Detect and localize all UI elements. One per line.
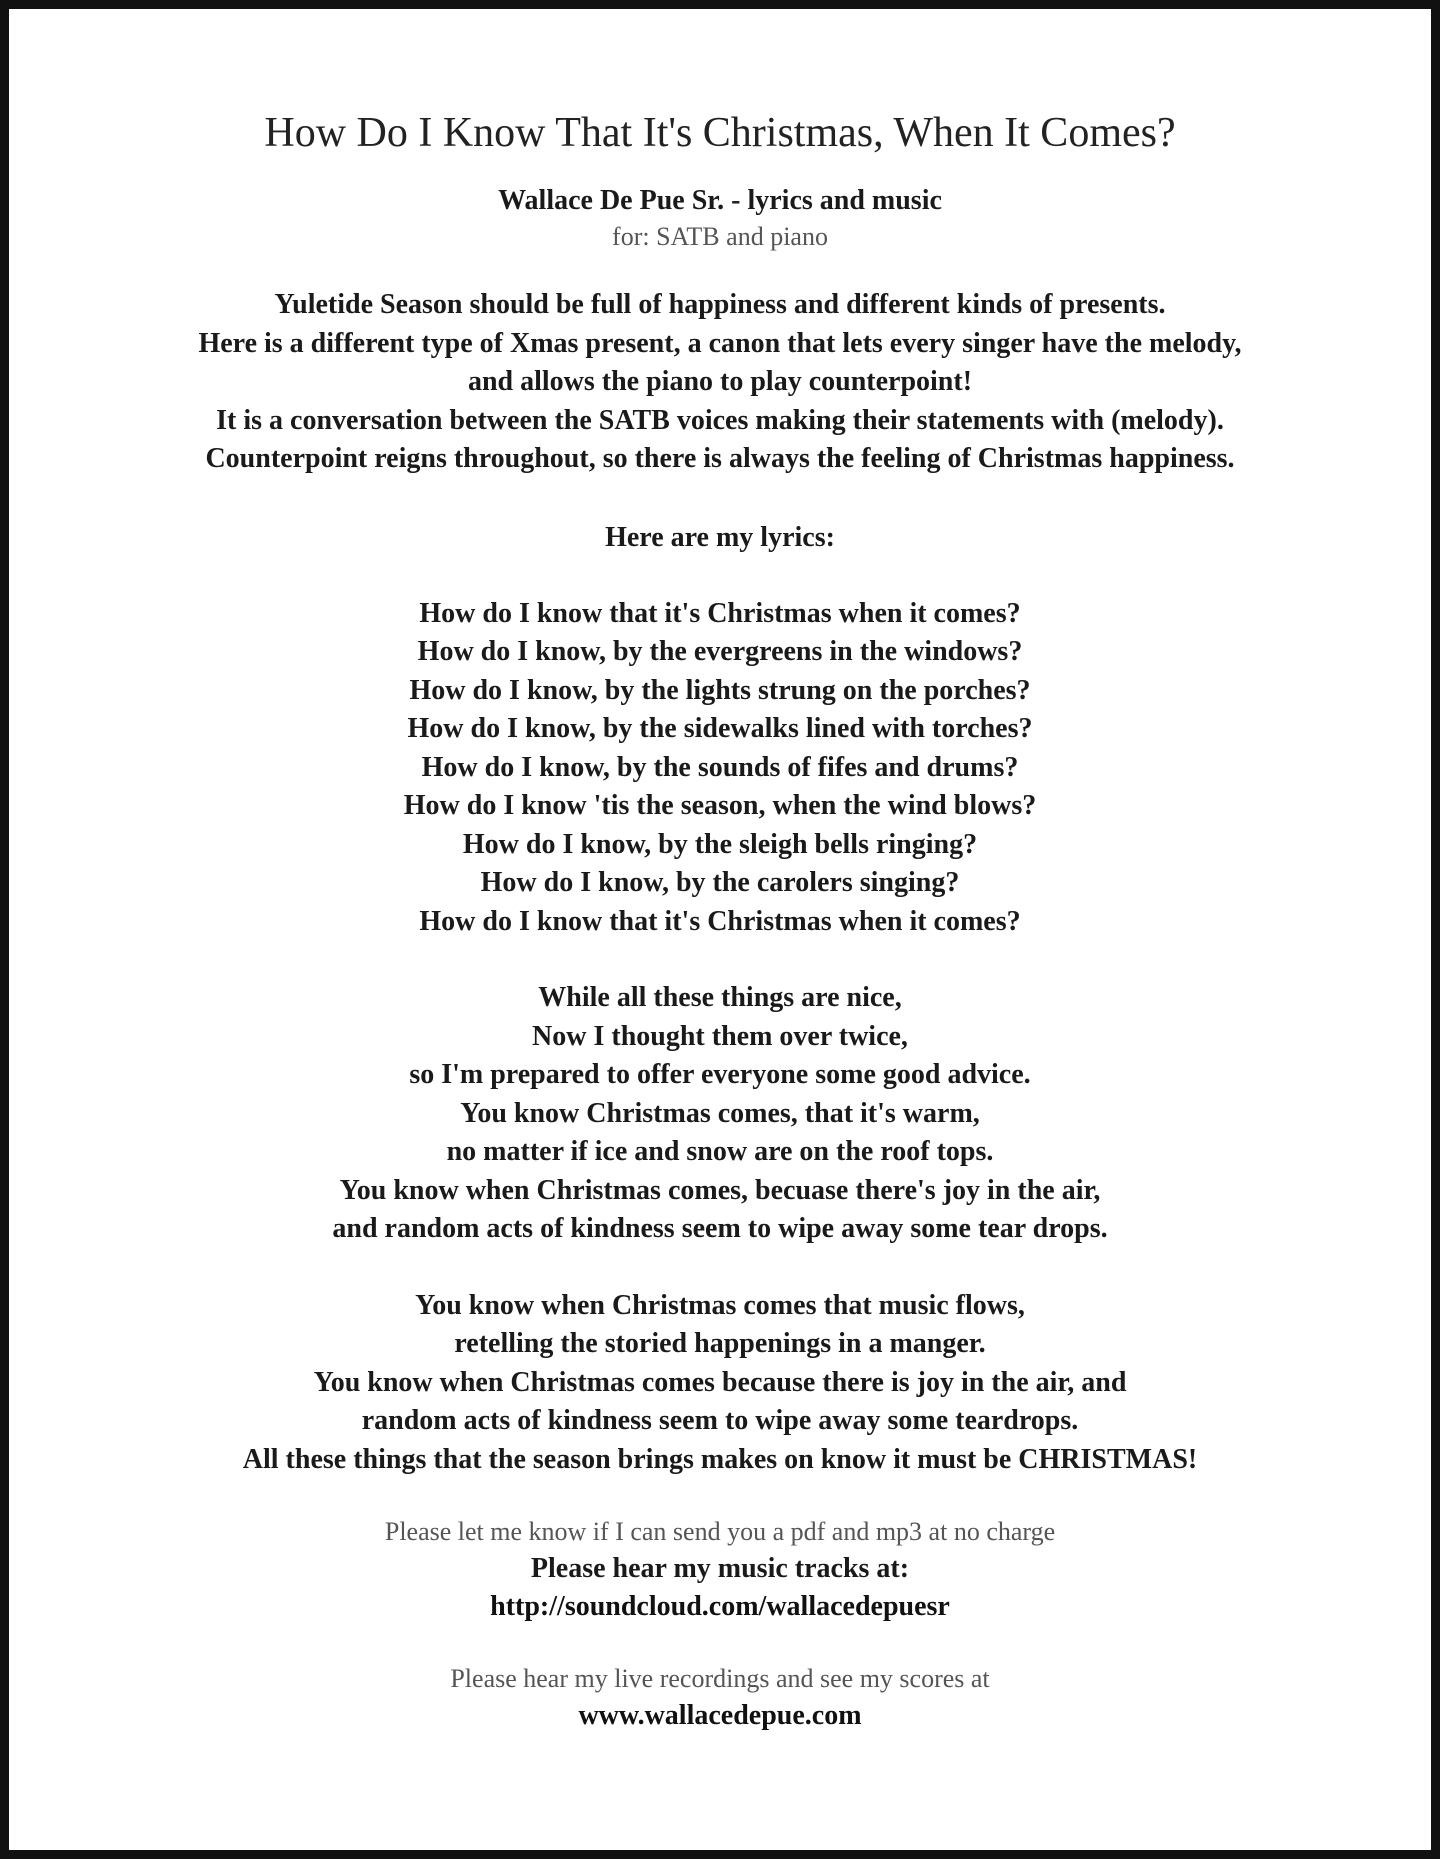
intro-paragraph: [9, 286, 1431, 479]
lyric-line: random acts of kindness seem to wipe away some teardrops.: [361, 1405, 1079, 1436]
lyric-line: How do I know, by the sidewalks lined with torches?: [407, 713, 1033, 744]
instrumentation: for: SATB and piano: [612, 222, 828, 251]
lyric-line: How do I know 'tis the season, when the wind blows?: [403, 790, 1037, 821]
lyric-line: so I'm prepared to offer everyone some good advice.: [409, 1059, 1031, 1090]
document-body: [9, 9, 1431, 1735]
tracks-label: Please hear my music tracks at:: [530, 1553, 910, 1584]
lyric-line: While all these things are nice,: [538, 982, 902, 1013]
stanza-3: [9, 1287, 1431, 1480]
author-credit: Wallace De Pue Sr. - lyrics and music: [498, 185, 942, 216]
lyric-line: How do I know, by the sleigh bells ringing?: [462, 828, 978, 860]
lyric-line: You know Christmas comes, that it's warm,: [460, 1097, 980, 1129]
recordings-note: Please hear my live recordings and see my scores at: [450, 1664, 990, 1693]
website-link[interactable]: www.wallacedepue.com: [578, 1700, 862, 1731]
lyric-line: All these things that the season brings makes on know it must be CHRISTMAS!: [242, 1443, 1198, 1475]
song-title: How Do I Know That It's Christmas, When It Comes?: [264, 110, 1176, 156]
lyric-line: How do I know that it's Christmas when it comes?: [419, 597, 1021, 629]
intro-line: Yuletide Season should be full of happiness and different kinds of presents.: [274, 289, 1166, 320]
lyric-line: How do I know, by the lights strung on the porches?: [409, 674, 1031, 706]
lyric-line: How do I know that it's Christmas when it comes?: [419, 905, 1021, 937]
lyric-line: How do I know, by the carolers singing?: [480, 867, 960, 898]
lyrics-heading: Here are my lyrics:: [605, 521, 835, 553]
lyric-line: retelling the storied happenings in a manger.: [454, 1328, 986, 1359]
soundcloud-link[interactable]: http://soundcloud.com/wallacedepuesr: [490, 1591, 950, 1622]
lyric-line: no matter if ice and snow are on the roof tops.: [446, 1136, 994, 1167]
offer-note: Please let me know if I can send you a pdf and mp3 at no charge: [384, 1517, 1056, 1546]
intro-line: It is a conversation between the SATB voices making their statements with (melody).: [216, 404, 1224, 436]
intro-line: Counterpoint reigns throughout, so there is always the feeling of Christmas happiness.: [205, 443, 1235, 474]
lyric-line: You know when Christmas comes, becuase there's joy in the air,: [339, 1174, 1101, 1206]
intro-line: Here is a different type of Xmas present, a canon that lets every singer have the melody,: [198, 327, 1242, 359]
lyric-line: You know when Christmas comes because there is joy in the air, and: [313, 1366, 1127, 1398]
lyric-line: and random acts of kindness seem to wipe away some tear drops.: [332, 1213, 1108, 1244]
lyric-line: Now I thought them over twice,: [532, 1020, 908, 1052]
lyric-line: How do I know, by the evergreens in the windows?: [417, 636, 1023, 667]
lyric-line: How do I know, by the sounds of fifes and drums?: [421, 751, 1019, 783]
lyric-line: You know when Christmas comes that music flows,: [415, 1289, 1025, 1321]
intro-line: and allows the piano to play counterpoint!: [467, 366, 973, 397]
stanza-2: [9, 979, 1431, 1249]
stanza-1: [9, 595, 1431, 942]
